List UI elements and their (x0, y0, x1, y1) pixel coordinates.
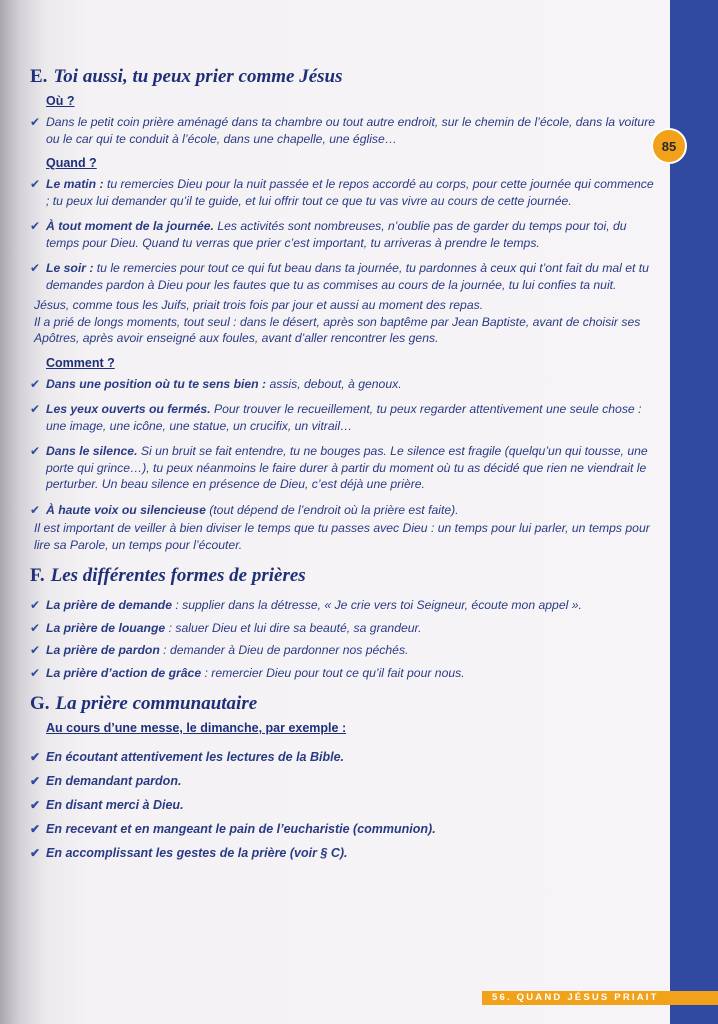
list-item: ✔ En demandant pardon. (30, 774, 182, 788)
section-e-title: E. Toi aussi, tu peux prier comme Jésus (30, 66, 343, 87)
subheading-quand: Quand ? (46, 156, 97, 170)
check-icon: ✔ (30, 643, 41, 657)
section-f-title: F. Les différentes formes de prières (30, 565, 306, 586)
check-icon: ✔ (30, 115, 41, 129)
check-icon: ✔ (30, 846, 41, 860)
list-item: ✔ La prière d’action de grâce : remercier Dieu pour tout ce qu’il fait pour nous. (30, 665, 465, 680)
paragraph: Jésus, comme tous les Juifs, priait trois fois par jour et aussi au moment des repas. (34, 298, 484, 312)
check-icon: ✔ (30, 665, 41, 680)
list-item: ✔ À tout moment de la journée. Les activités sont nombreuses, n’oublie pas de garder du temps pour toi, du temps pour Dieu. Quand tu verras que prier c’est important, tu arriveras à prendre le temps. (30, 219, 627, 250)
subheading-comment: Comment ? (46, 355, 115, 370)
list-item: ✔ La prière de louange : saluer Dieu et lui dire sa beauté, sa grandeur. (30, 620, 422, 635)
list-item: ✔ En accomplissant les gestes de la prière (voir § C). (30, 846, 348, 860)
paragraph: Il a prié de longs moments, tout seul : dans le désert, après son baptême par Jean Baptiste, avant de choisir ses Apôtres, après avoir enseigné aux foules, avant d’aller rencontrer les gens. (34, 314, 641, 345)
list-item: ✔ En disant merci à Dieu. (30, 798, 184, 812)
paragraph: Il est important de veiller à bien diviser le temps que tu passes avec Dieu : un temps pour lui parler, un temps pour lire sa Parole, un temps pour l’écouter. (34, 521, 650, 552)
subheading-messe: Au cours d’une messe, le dimanche, par exemple : (46, 721, 347, 735)
list-item: ✔ Le soir : tu le remercies pour tout ce qui fut beau dans ta journée, tu pardonnes à ceux qui t’ont fait du mal et tu demandes pardon à Dieu pour les fautes que tu as commises au cours de la journée, tu lui confies ta nuit. (30, 261, 649, 292)
list-item: ✔ Dans le silence. Si un bruit se fait entendre, tu ne bouges pas. Le silence est fragile (quelqu’un qui tousse, une porte qui grince…), tu peux néanmoins le faire durer à partir du moment où tu as décidé que rien ne viendrait le perturber. Un beau silence en présence de Dieu, c’est déjà une prière. (30, 444, 648, 491)
section-letter: G. (30, 693, 50, 714)
list-item: ✔ À haute voix ou silencieuse (tout dépend de l’endroit où la prière est faite). (30, 502, 459, 517)
check-icon: ✔ (30, 750, 41, 764)
page-number-badge: 85 (651, 128, 687, 164)
check-icon: ✔ (30, 598, 41, 612)
check-icon: ✔ (30, 444, 41, 458)
check-icon: ✔ (30, 261, 41, 275)
section-letter: F. (30, 565, 45, 586)
check-icon: ✔ (30, 620, 41, 635)
check-icon: ✔ (30, 402, 41, 416)
check-icon: ✔ (30, 177, 41, 191)
subheading-ou: Où ? (46, 94, 75, 108)
list-item: ✔ Dans une position où tu te sens bien : assis, debout, à genoux. (30, 376, 402, 391)
list-item: ✔ Les yeux ouverts ou fermés. Pour trouver le recueillement, tu peux regarder attentivement une seule chose : une image, une icône, une statue, un crucifix, un vitrail… (30, 402, 642, 433)
check-icon: ✔ (30, 376, 41, 391)
check-icon: ✔ (30, 822, 41, 836)
list-item: ✔ En écoutant attentivement les lectures de la Bible. (30, 750, 345, 764)
list-item: ✔ La prière de pardon : demander à Dieu de pardonner nos péchés. (30, 643, 409, 657)
list-item: ✔ La prière de demande : supplier dans la détresse, « Je crie vers toi Seigneur, écoute mon appel ». (30, 598, 582, 612)
check-icon: ✔ (30, 219, 41, 233)
footer-running-title: 56. QUAND JÉSUS PRIAIT (492, 992, 659, 1003)
section-letter: E. (30, 66, 48, 87)
list-item: ✔ Dans le petit coin prière aménagé dans ta chambre ou tout autre endroit, sur le chemin de l’école, dans la voiture ou le car qui te conduit à l’école, dans une chapelle, une église… (30, 115, 656, 146)
check-icon: ✔ (30, 502, 41, 517)
page-content (30, 66, 658, 869)
list-item: ✔ En recevant et en mangeant le pain de l’eucharistie (communion). (30, 822, 436, 836)
section-g-title: G. La prière communautaire (30, 693, 258, 714)
check-icon: ✔ (30, 798, 41, 812)
list-item: ✔ Le matin : tu remercies Dieu pour la nuit passée et le repos accordé au corps, pour cette journée qui commence ; tu peux lui demander qu’il te guide, et lui offrir tout ce que tu vas vivre au cours de cette journée. (30, 177, 654, 208)
check-icon: ✔ (30, 774, 41, 788)
